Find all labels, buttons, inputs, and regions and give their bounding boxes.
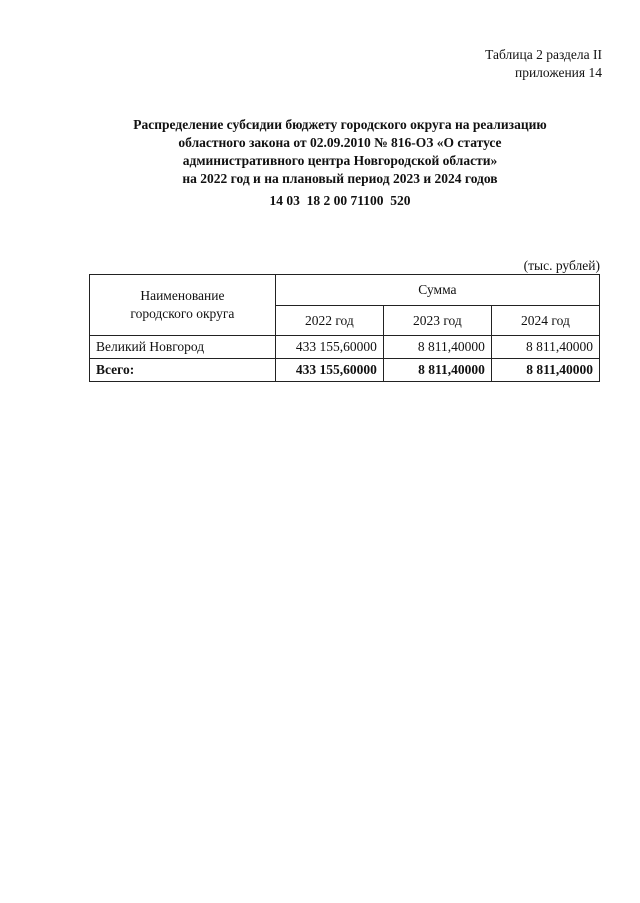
column-header-year-2024: 2024 год	[491, 306, 599, 336]
title-line-1: Распределение субсидии бюджету городского округа на реализацию	[133, 117, 547, 132]
column-header-name-line-2: городского округа	[130, 306, 235, 321]
row-value-2023: 8 811,40000	[383, 336, 491, 359]
table-total-row	[90, 359, 600, 382]
title-line-4: на 2022 год и на плановый период 2023 и 2024 годов	[182, 171, 498, 186]
column-header-year-2022: 2022 год	[275, 306, 383, 336]
row-name: Великий Новгород	[90, 336, 276, 359]
total-value-2024: 8 811,40000	[491, 359, 599, 382]
column-header-sum: Сумма	[275, 275, 599, 306]
reference-line-2: приложения 14	[514, 65, 602, 80]
total-label: Всего:	[90, 359, 276, 382]
title-line-3: административного центра Новгородской области»	[182, 153, 498, 168]
total-value-2023: 8 811,40000	[383, 359, 491, 382]
budget-classification-code: 14 03 18 2 00 71100 520	[269, 193, 411, 208]
reference-line-1: Таблица 2 раздела II	[485, 47, 602, 62]
table-header-row	[90, 275, 600, 306]
row-value-2022: 433 155,60000	[275, 336, 383, 359]
document-title	[60, 116, 620, 188]
column-header-year-2023: 2023 год	[383, 306, 491, 336]
table-reference	[485, 46, 602, 82]
total-value-2022: 433 155,60000	[275, 359, 383, 382]
subsidy-table	[89, 274, 600, 382]
title-line-2: областного закона от 02.09.2010 № 816-ОЗ «О статусе	[178, 135, 502, 150]
column-header-name-line-1: Наименование	[140, 288, 225, 303]
units-label: (тыс. рублей)	[523, 258, 600, 273]
table-row	[90, 336, 600, 359]
row-value-2024: 8 811,40000	[491, 336, 599, 359]
column-header-name	[90, 275, 276, 336]
